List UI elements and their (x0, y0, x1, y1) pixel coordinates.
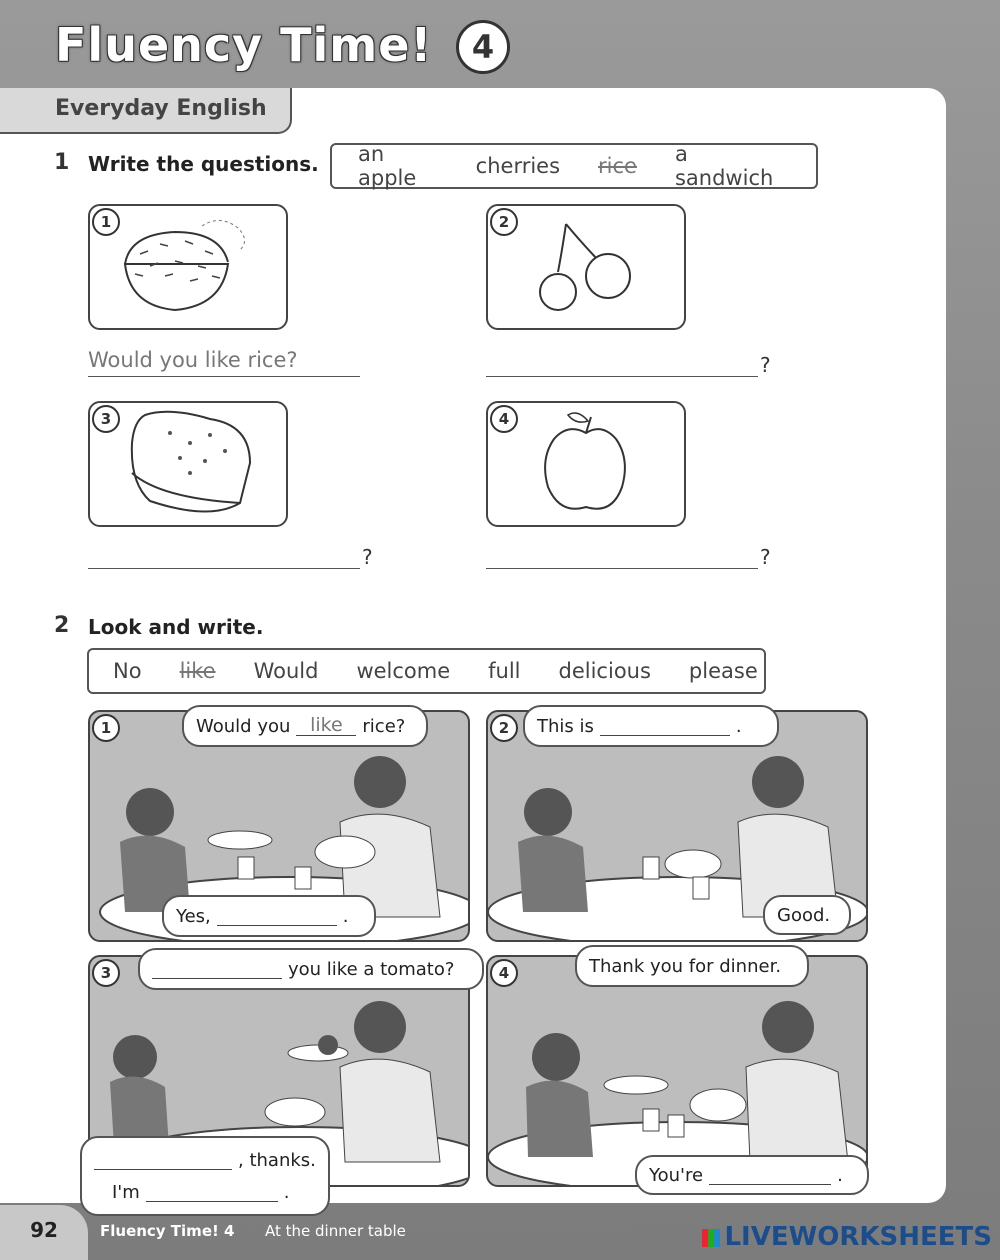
answer-line-3[interactable] (88, 540, 360, 569)
bubble-text: Good. (777, 904, 831, 926)
item-number: 2 (490, 208, 518, 236)
speech-bubble-top-3 (138, 948, 484, 990)
speech-bubble-top-4 (575, 945, 809, 987)
word-bank-item: cherries (475, 154, 561, 178)
word-bank-item: full (488, 659, 521, 683)
panel-number: 4 (490, 959, 518, 987)
answer-line-4[interactable] (486, 540, 758, 569)
bubble-text: Yes, (176, 905, 211, 927)
bubble-text: . (837, 1164, 843, 1186)
answer-blank[interactable] (152, 960, 282, 979)
section2-title: Look and write. (88, 615, 264, 639)
bubble-line (94, 1144, 316, 1176)
brand-watermark[interactable] (702, 1222, 992, 1252)
answer-blank[interactable] (94, 1151, 232, 1170)
picture-box-apple (486, 401, 686, 527)
question-mark: ? (760, 545, 771, 569)
section-tab (0, 88, 292, 134)
page-number: 92 (0, 1205, 88, 1260)
word-bank-item: an apple (358, 142, 417, 190)
word-bank-item: welcome (356, 659, 451, 683)
answer-blank[interactable] (600, 717, 730, 736)
bubble-text: . (735, 715, 742, 737)
word-bank-item-crossed: rice (598, 154, 637, 178)
section1-title: Write the questions. (88, 152, 319, 176)
answer-line-2[interactable] (486, 348, 758, 377)
question-mark: ? (362, 545, 373, 569)
item-number: 4 (490, 405, 518, 433)
bubble-text: This is (537, 715, 594, 737)
panel-number: 2 (490, 714, 518, 742)
item-number: 3 (92, 405, 120, 433)
bubble-text: rice? (362, 715, 406, 737)
speech-bubble-top-2 (523, 705, 779, 747)
picture-box-rice (88, 204, 288, 330)
speech-bubble-bottom-2 (763, 895, 851, 935)
footer-topic: At the dinner table (265, 1222, 406, 1240)
bubble-text: I'm (112, 1181, 140, 1203)
word-bank-item: delicious (558, 659, 651, 683)
item-number: 1 (92, 208, 120, 236)
word-bank-item: No (113, 659, 142, 683)
bubble-text: Thank you for dinner. (589, 955, 782, 977)
title-number-badge: 4 (456, 20, 510, 74)
filled-blank[interactable]: like (296, 717, 356, 736)
bubble-text: you like a tomato? (288, 958, 455, 980)
tab-label: Everyday English (55, 96, 267, 121)
section2-number: 2 (54, 613, 70, 638)
speech-bubble-bottom-3 (80, 1136, 330, 1216)
dinner-scene-illustration (488, 957, 866, 1185)
bubble-line (94, 1176, 290, 1208)
brand-logo-icon (702, 1229, 720, 1247)
picture-box-cherries (486, 204, 686, 330)
question-mark: ? (760, 353, 771, 377)
bubble-text: . (342, 905, 349, 927)
speech-bubble-bottom-1 (162, 895, 376, 937)
answer-line-1[interactable]: Would you like rice? (88, 348, 360, 377)
panel-number: 3 (92, 959, 120, 987)
comic-panel-4 (486, 955, 868, 1187)
speech-bubble-top-1 (182, 705, 428, 747)
word-bank-item: a sandwich (674, 142, 774, 190)
word-bank-item: please (688, 659, 758, 683)
bubble-text: , thanks. (238, 1149, 316, 1171)
answer-blank[interactable] (146, 1183, 278, 1202)
bubble-text: . (283, 1181, 290, 1203)
section1-word-bank (330, 143, 818, 189)
answer-blank[interactable] (217, 907, 337, 926)
word-bank-item: Would (253, 659, 319, 683)
speech-bubble-bottom-4 (635, 1155, 869, 1195)
bubble-text: Would you (196, 715, 291, 737)
brand-label: LIVEWORKSHEETS (724, 1222, 992, 1252)
bubble-text: You're (649, 1164, 704, 1186)
section1-number: 1 (54, 150, 70, 175)
answer-blank[interactable] (709, 1166, 831, 1185)
picture-box-sandwich (88, 401, 288, 527)
word-bank-item-crossed: like (179, 659, 216, 683)
section2-word-bank (87, 648, 766, 694)
panel-number: 1 (92, 714, 120, 742)
footer-book-title: Fluency Time! 4 (100, 1222, 235, 1240)
page-title: Fluency Time! (55, 18, 433, 72)
